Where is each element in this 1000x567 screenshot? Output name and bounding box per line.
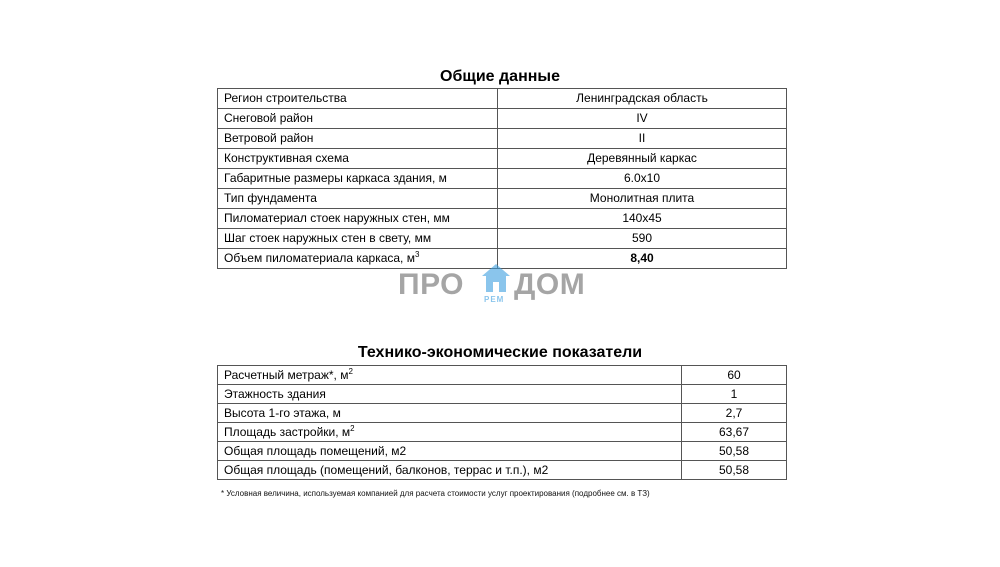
table-row	[218, 229, 787, 249]
row-label-text: Площадь застройки, м	[224, 425, 351, 439]
general-data-table	[217, 88, 787, 269]
row-label: Шаг стоек наружных стен в свету, мм	[218, 229, 498, 249]
table-row	[218, 89, 787, 109]
row-label: Общая площадь помещений, м2	[218, 442, 682, 461]
row-label: Общая площадь (помещений, балконов, террас и т.п.), м2	[218, 461, 682, 480]
row-label: Высота 1-го этажа, м	[218, 404, 682, 423]
row-label: Габаритные размеры каркаса здания, м	[218, 169, 498, 189]
row-value: Деревянный каркас	[498, 149, 787, 169]
table-row	[218, 366, 787, 385]
row-value: IV	[498, 109, 787, 129]
row-value: Монолитная плита	[498, 189, 787, 209]
row-label: Ветровой район	[218, 129, 498, 149]
row-label: Конструктивная схема	[218, 149, 498, 169]
general-data-title: Общие данные	[440, 68, 560, 85]
table-row	[218, 109, 787, 129]
row-label-text: Объем пиломатериала каркаса, м	[224, 251, 415, 265]
table-row	[218, 404, 787, 423]
row-value: 2,7	[682, 404, 787, 423]
row-value: 6.0x10	[498, 169, 787, 189]
row-label: Регион строительства	[218, 89, 498, 109]
table-row	[218, 209, 787, 229]
row-label-text: Расчетный метраж*, м	[224, 368, 349, 382]
tech-indicators-table	[217, 365, 787, 480]
table-row	[218, 385, 787, 404]
row-value: 50,58	[682, 461, 787, 480]
row-value: 63,67	[682, 423, 787, 442]
logo-word-left: ПРО	[398, 268, 465, 301]
table-row	[218, 423, 787, 442]
row-label: Этажность здания	[218, 385, 682, 404]
watermark-logo	[398, 262, 603, 312]
row-label	[218, 366, 682, 385]
logo-word-right: ДОМ	[514, 268, 586, 301]
house-icon	[480, 262, 512, 296]
unit-superscript: 2	[350, 424, 355, 433]
row-value: 1	[682, 385, 787, 404]
unit-superscript: 2	[348, 367, 353, 376]
row-value: 590	[498, 229, 787, 249]
table-row	[218, 461, 787, 480]
row-value: 60	[682, 366, 787, 385]
footnote: * Условная величина, используемая компанией для расчета стоимости услуг проектирования (подробнее см. в ТЗ)	[221, 489, 650, 498]
row-label: Снеговой район	[218, 109, 498, 129]
row-value: 50,58	[682, 442, 787, 461]
table-row	[218, 169, 787, 189]
table-row	[218, 442, 787, 461]
row-label: Тип фундамента	[218, 189, 498, 209]
unit-superscript: 3	[414, 250, 420, 259]
row-value: 140x45	[498, 209, 787, 229]
logo-subtext: РЕМ	[484, 295, 505, 304]
row-value: 8,40	[498, 249, 787, 269]
table-row	[218, 129, 787, 149]
row-value: Ленинградская область	[498, 89, 787, 109]
row-label: Пиломатериал стоек наружных стен, мм	[218, 209, 498, 229]
row-label	[218, 423, 682, 442]
row-value: II	[498, 129, 787, 149]
tech-indicators-title: Технико-экономические показатели	[357, 344, 643, 361]
table-row	[218, 189, 787, 209]
table-row	[218, 149, 787, 169]
